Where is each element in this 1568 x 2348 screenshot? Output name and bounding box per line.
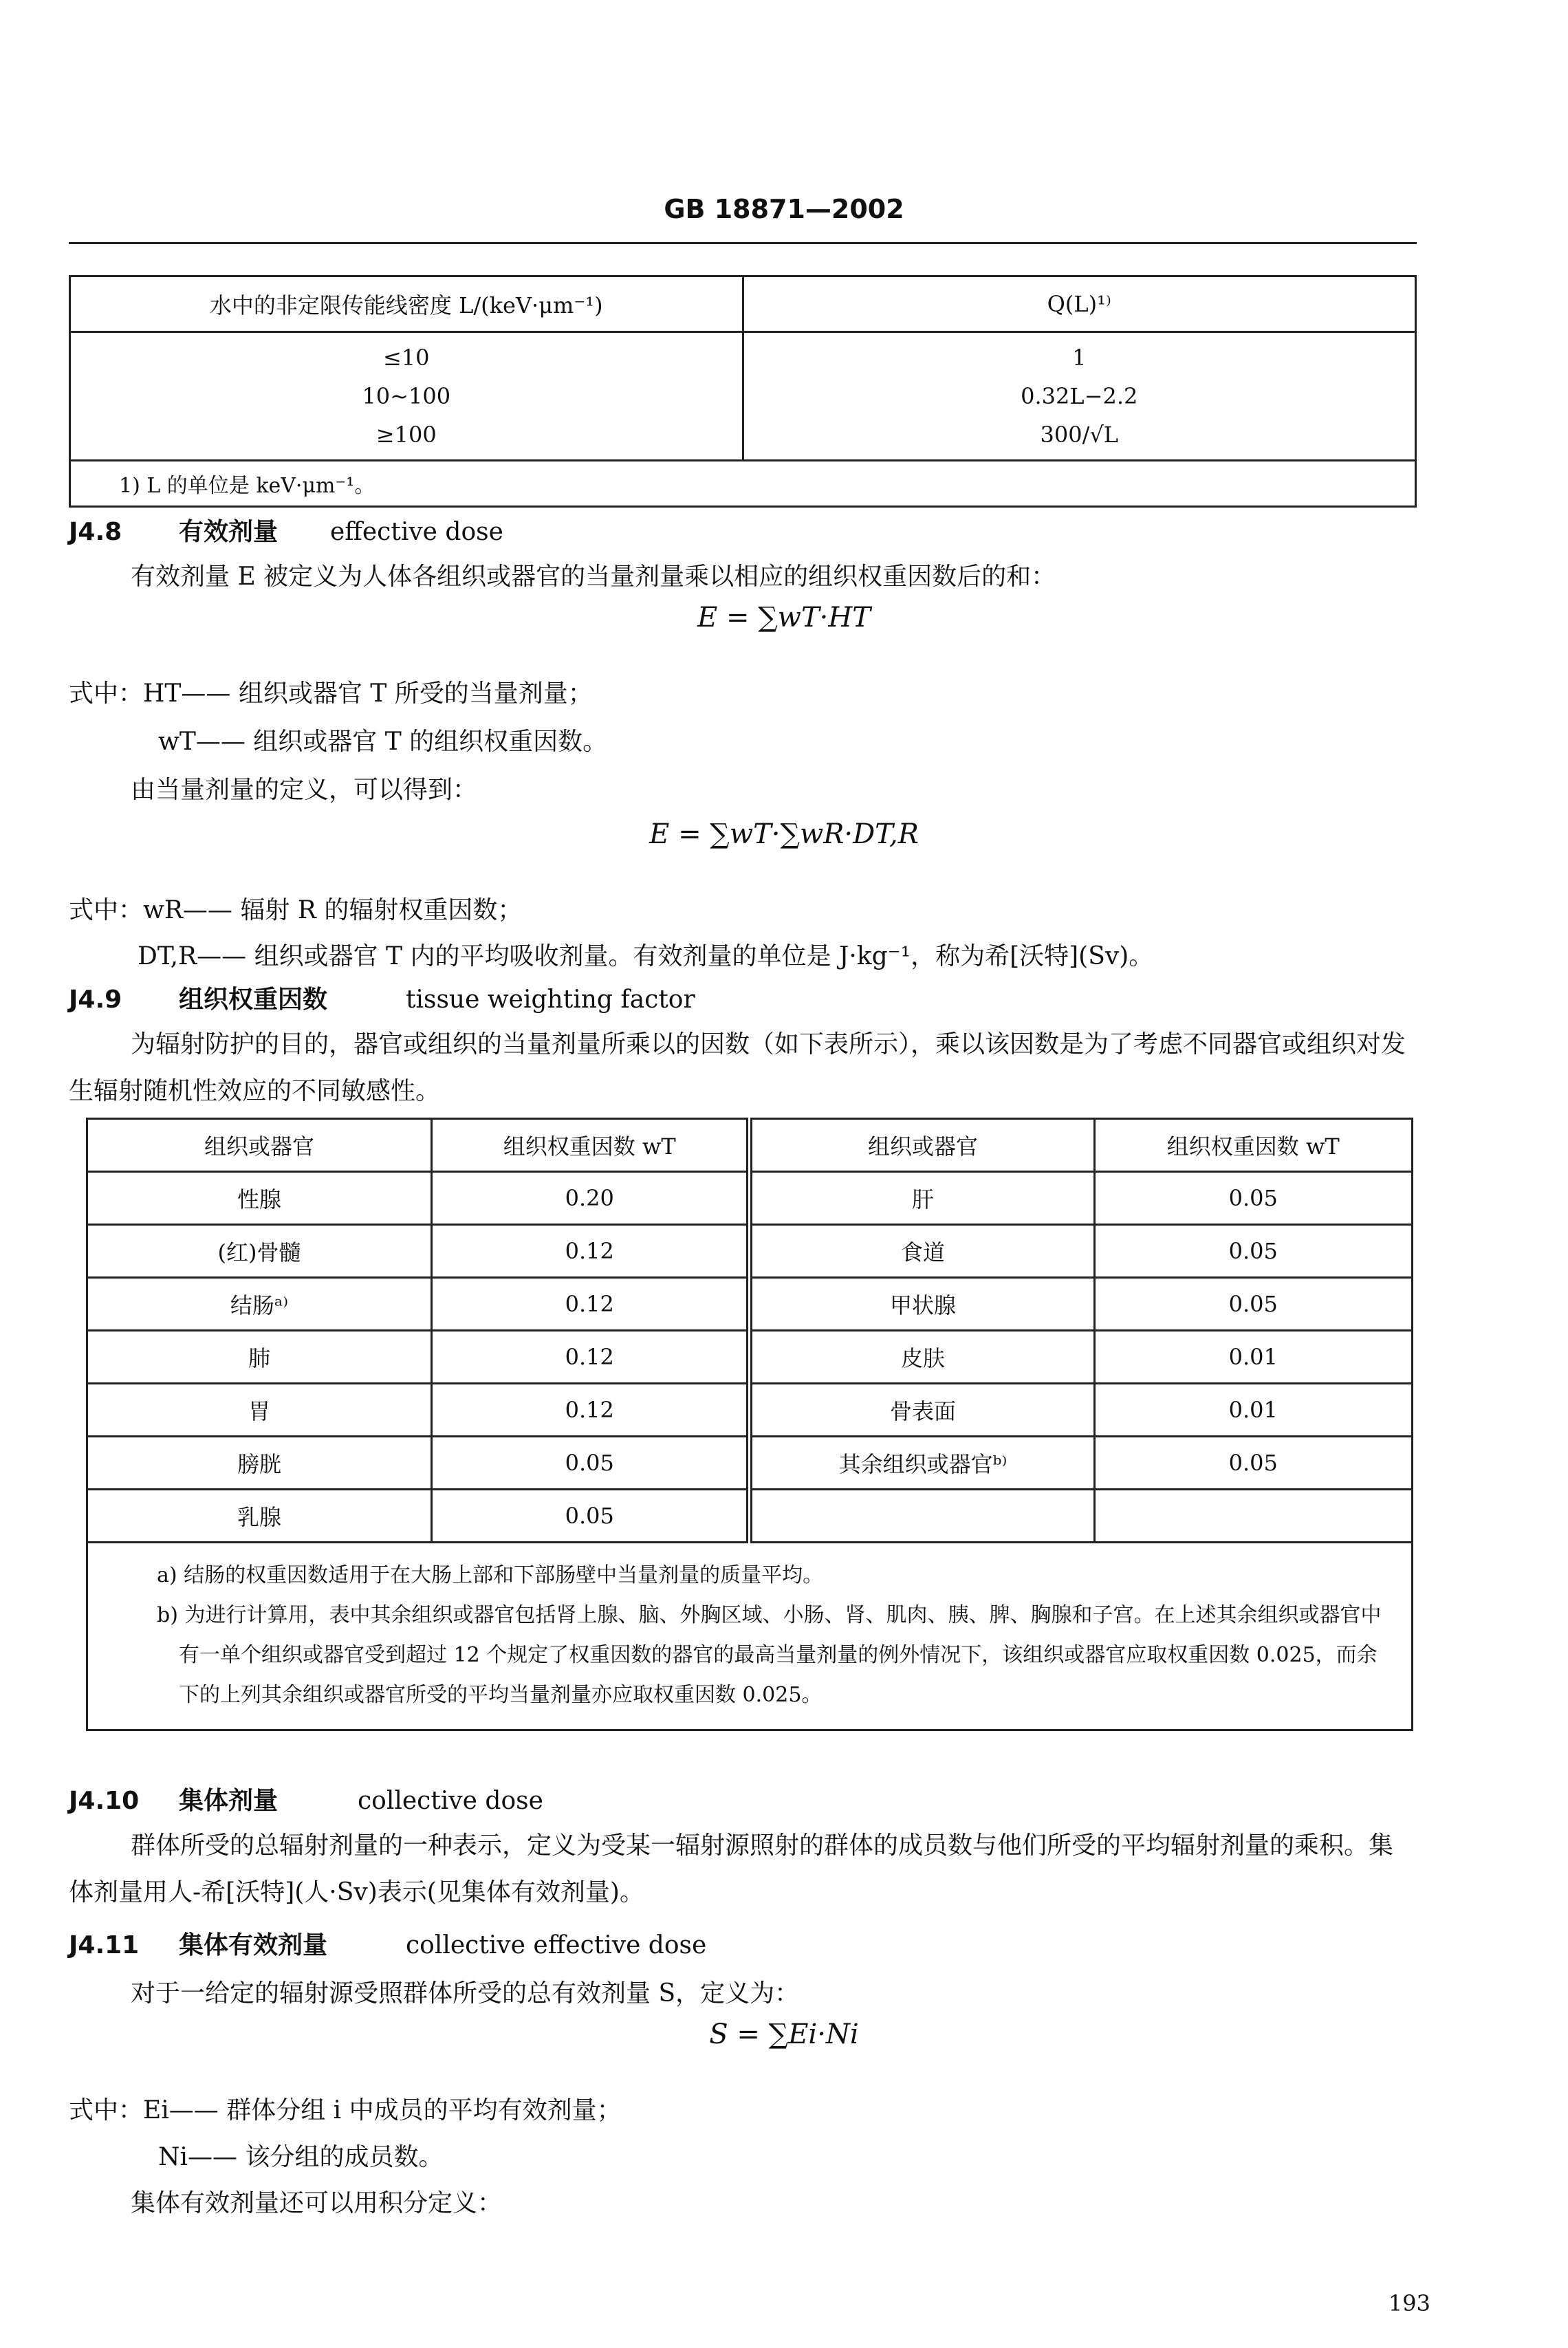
q-value: 0.32L−2.2 xyxy=(1021,383,1138,409)
q-column-header: Q(L)¹⁾ xyxy=(743,276,1416,332)
paragraph: 集体有效剂量还可以用积分定义： xyxy=(131,2189,503,2217)
table-row: 膀胱 0.05 其余组织或器官ᵇ⁾ 0.05 xyxy=(87,1437,1413,1490)
page-number: 193 xyxy=(1388,2290,1430,2316)
definition-line: DT,R—— 组织或器官 T 内的平均吸收剂量。有效剂量的单位是 J·kg⁻¹，称为希[沃特](Sv)。 xyxy=(138,942,1154,970)
quality-factor-table xyxy=(69,275,1417,508)
let-range: ≥100 xyxy=(375,422,437,448)
let-ranges xyxy=(70,332,743,461)
formula-effective-dose: E = ∑wT·HT xyxy=(697,602,871,633)
q-value: 300/√L xyxy=(1040,422,1118,448)
paragraph: 群体所受的总辐射剂量的一种表示，定义为受某一辐射源照射的群体的成员数与他们所受的平均辐射剂量的乘积。集体剂量用人-希[沃特](人·Sv)表示(见集体有效剂量)。 xyxy=(69,1831,1394,1906)
definition-line: 式中：HT—— 组织或器官 T 所受的当量剂量； xyxy=(69,680,593,708)
paragraph: 有效剂量 E 被定义为人体各组织或器官的当量剂量乘以相应的组织权重因数后的和： xyxy=(131,563,1056,591)
q-values xyxy=(743,332,1416,461)
table-header: 组织权重因数 wT xyxy=(1094,1119,1413,1172)
table-row: 乳腺 0.05 xyxy=(87,1490,1413,1543)
table-row: 肺 0.12 皮肤 0.01 xyxy=(87,1331,1413,1384)
table-header: 组织或器官 xyxy=(750,1119,1094,1172)
definition-line: Ni—— 该分组的成员数。 xyxy=(158,2143,444,2171)
q-value: 1 xyxy=(1072,345,1087,371)
definition-line: 式中：wR—— 辐射 R 的辐射权重因数； xyxy=(69,896,523,924)
tissue-weighting-table xyxy=(86,1118,1413,1731)
formula-effective-dose-expanded: E = ∑wT·∑wR·DT,R xyxy=(649,818,919,850)
table-row: 结肠ᵃ⁾ 0.12 甲状腺 0.05 xyxy=(87,1278,1413,1331)
section-heading-j4-11: J4.11 集体有效剂量 collective effective dose xyxy=(69,1931,707,1959)
paragraph: 对于一给定的辐射源受照群体所受的总有效剂量 S，定义为： xyxy=(131,1979,800,2008)
table-header: 组织或器官 xyxy=(87,1119,432,1172)
table-footnotes xyxy=(87,1543,1413,1730)
table-row: 性腺 0.20 肝 0.05 xyxy=(87,1172,1413,1225)
paragraph: 由当量剂量的定义，可以得到： xyxy=(131,776,478,804)
section-heading-j4-10: J4.10 集体剂量 collective dose xyxy=(69,1786,543,1815)
table-row: 胃 0.12 骨表面 0.01 xyxy=(87,1384,1413,1437)
let-range: ≤10 xyxy=(382,345,430,371)
section-heading-j4-9: J4.9 组织权重因数 tissue weighting factor xyxy=(69,985,695,1014)
footnote-b: b) 为进行计算用，表中其余组织或器官包括肾上腺、脑、外胸区域、小肠、肾、肌肉、胰、脾、胸腺和子宫。在上述其余组织或器官中有一单个组织或器官受到超过 12 个规定了权重因数的器官的最高当量剂量的例外情况下，该组织或器官应取权重因数 0.025，而余下的上列其余组织或器官所受的平均当量剂量亦应取权重因数 0.025。 xyxy=(157,1603,1382,1707)
definition-line: 式中：Ei—— 群体分组 i 中成员的平均有效剂量； xyxy=(69,2096,622,2124)
paragraph: 为辐射防护的目的，器官或组织的当量剂量所乘以的因数（如下表所示），乘以该因数是为了考虑不同器官或组织对发生辐射随机性效应的不同敏感性。 xyxy=(69,1030,1406,1105)
let-column-header: 水中的非定限传能线密度 L/(keV·μm⁻¹) xyxy=(70,276,743,332)
let-range: 10~100 xyxy=(362,383,451,409)
table-row: (红)骨髓 0.12 食道 0.05 xyxy=(87,1225,1413,1278)
q-table-footnote: 1) L 的单位是 keV·μm⁻¹。 xyxy=(70,461,1416,507)
standard-code-header: GB 18871—2002 xyxy=(664,194,904,224)
formula-collective-dose: S = ∑Ei·Ni xyxy=(709,2019,859,2050)
table-header: 组织权重因数 wT xyxy=(432,1119,750,1172)
footnote-a: a) 结肠的权重因数适用于在大肠上部和下部肠壁中当量剂量的质量平均。 xyxy=(157,1563,824,1587)
section-heading-j4-8: J4.8 有效剂量 effective dose xyxy=(69,517,503,546)
header-rule xyxy=(69,242,1417,244)
definition-line: wT—— 组织或器官 T 的组织权重因数。 xyxy=(158,728,608,756)
